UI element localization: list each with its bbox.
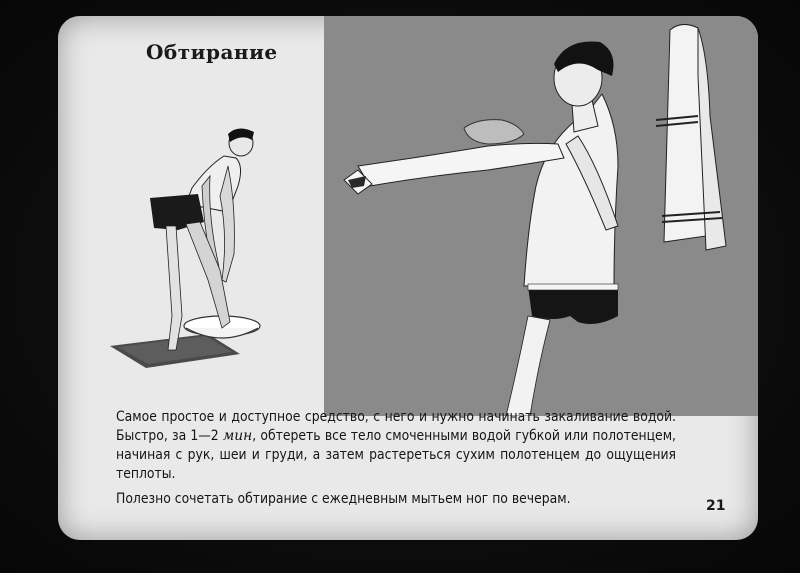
page-number: 21 [706,498,726,514]
paragraph-1-part-a: Самое простое и доступное средство, с него и нужно начинать закаливание водой. Быстро, за 1—2 [116,409,676,444]
slide-title: Обтирание [146,40,278,64]
towel-illustration [656,24,726,250]
paragraph-2: Полезно сочетать обтирание с ежедневным мытьем ног по вечерам. [116,491,571,507]
paragraph-1-part-b: , обтереть все тело смоченными водой губкой или полотенцем, начиная с рук, шеи и груди, а затем растереться сухим полотенцем до ощущения теплоты. [116,428,676,482]
filmstrip-slide [58,16,758,540]
slide-text [116,408,676,509]
man-rubbing-arm-illustration [344,41,618,416]
paragraph-1 [116,408,676,484]
illustration [58,16,758,416]
paragraph-1-emphasis: мин [222,428,253,444]
man-washing-feet-illustration [110,128,260,368]
